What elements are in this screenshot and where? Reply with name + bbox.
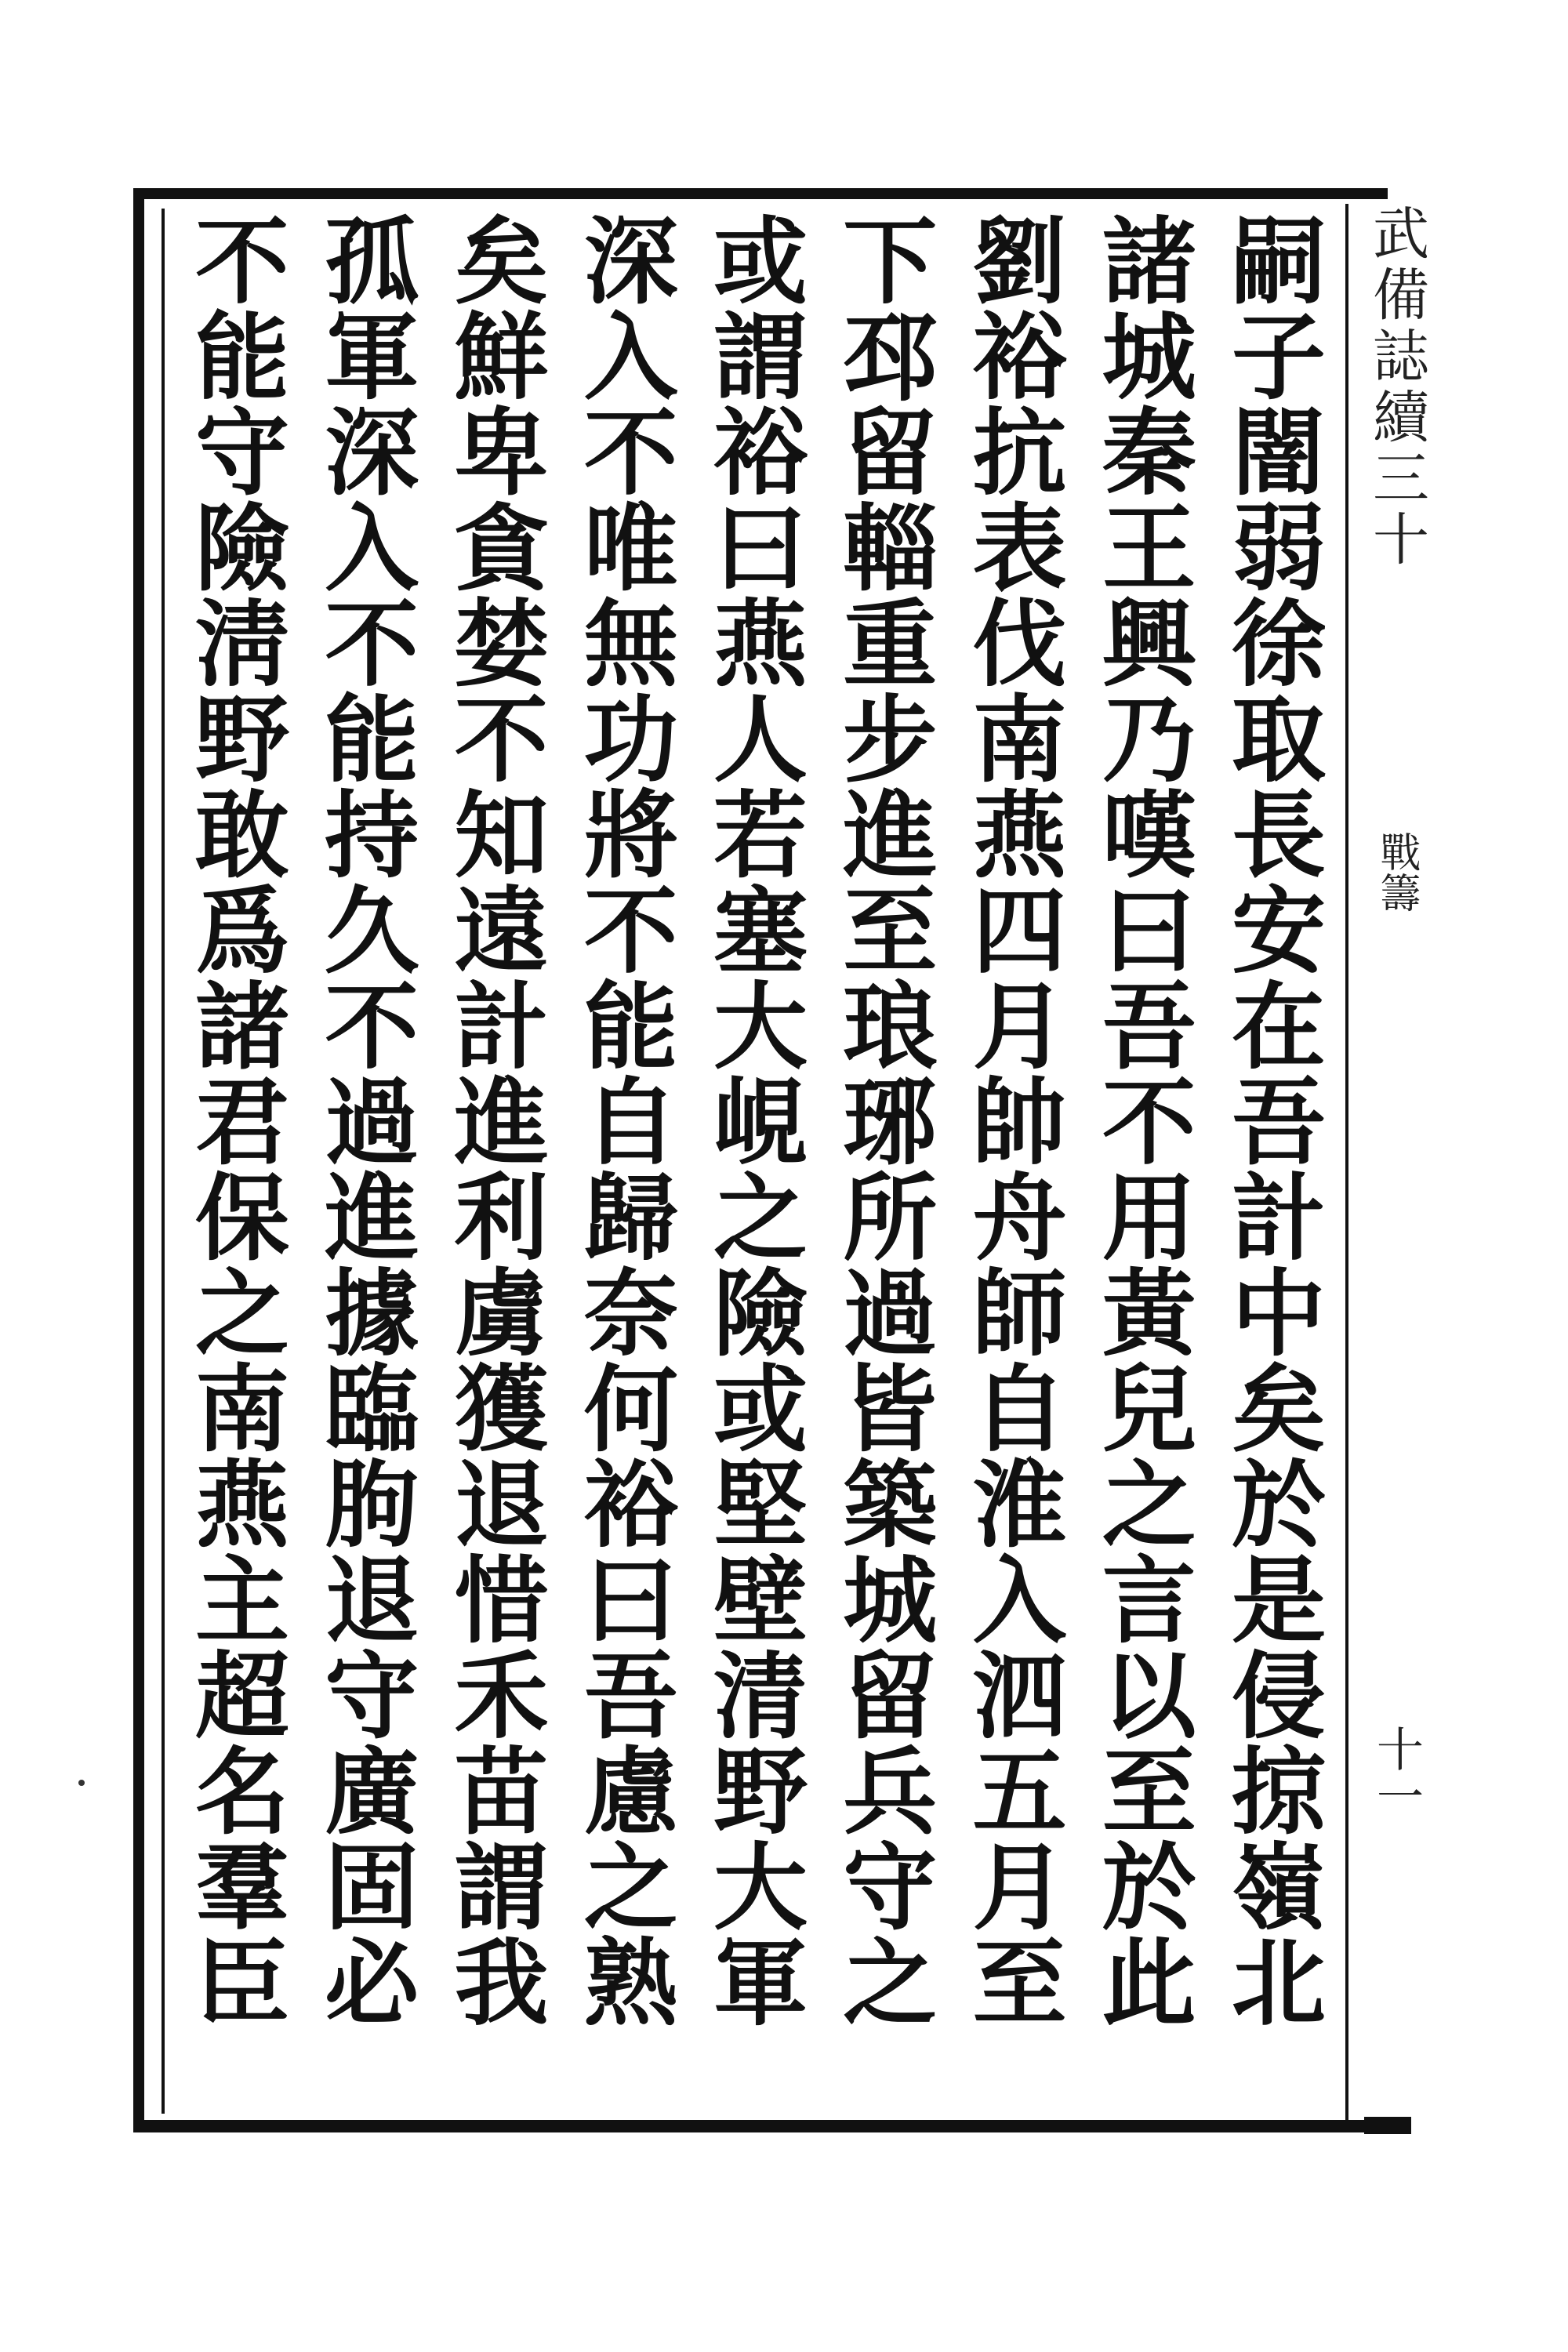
text-column-3: 劉裕抗表伐南燕四月帥舟師自淮入泗五月至 — [956, 212, 1068, 2029]
text-column-9: 不能守險淸野敢爲諸君保之南燕主超名羣臣 — [180, 212, 290, 2029]
page-margin — [1361, 188, 1432, 2117]
margin-page-number: 十一 — [1369, 1725, 1424, 1819]
text-column-5: 或謂裕曰燕人若塞大峴之險或堅壁清野大軍 — [698, 212, 808, 2029]
margin-rule — [1345, 204, 1348, 2129]
text-column-2: 諸城秦王興乃嘆曰吾不用黃兒之言以至於此 — [1086, 212, 1197, 2029]
margin-title: 武備誌續三十 — [1363, 204, 1429, 571]
ink-speck — [78, 1780, 85, 1786]
text-body — [172, 212, 1333, 2109]
text-column-1: 嗣子闇弱徐取長安在吾計中矣於是侵掠嶺北 — [1216, 212, 1327, 2029]
margin-fishtail — [1364, 2117, 1411, 2134]
text-column-8: 孤軍深入不能持久不過進據臨朐退守廣固必 — [309, 212, 420, 2029]
text-column-6: 深入不唯無功將不能自歸奈何裕曰吾慮之熟 — [568, 212, 679, 2029]
text-column-7: 矣鮮卑貪婪不知遠計進利虜獲退惜禾苗謂我 — [438, 212, 550, 2029]
text-column-4: 下邳留輜重步進至琅琊所過皆築城留兵守之 — [827, 212, 938, 2029]
margin-section: 戰籌 — [1373, 831, 1420, 913]
